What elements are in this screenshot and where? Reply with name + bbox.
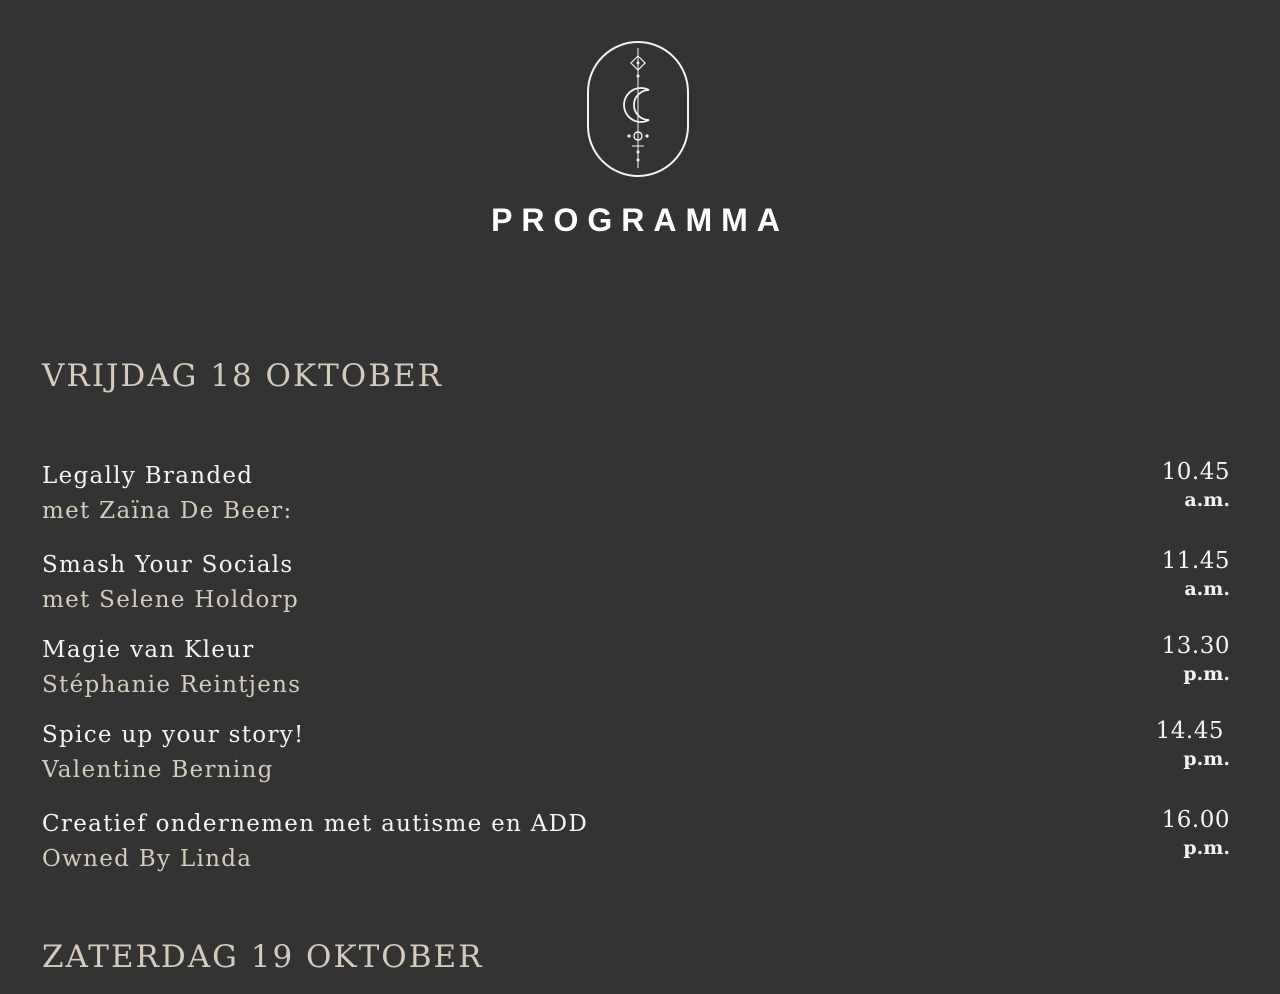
session-title: Creatief ondernemen met autisme en ADD bbox=[42, 811, 589, 837]
session-period: p.m. bbox=[1183, 837, 1230, 859]
session-item bbox=[42, 720, 1230, 794]
day-heading-saturday: ZATERDAG 19 OKTOBER bbox=[42, 939, 484, 975]
session-time: 16.00 bbox=[1161, 807, 1230, 833]
day-heading-friday: VRIJDAG 18 OKTOBER bbox=[42, 358, 443, 394]
session-title: Magie van Kleur bbox=[42, 637, 255, 663]
session-time: 10.45 bbox=[1161, 459, 1230, 485]
session-speaker: Valentine Berning bbox=[42, 757, 274, 783]
session-period: p.m. bbox=[1183, 748, 1230, 770]
page-title: PROGRAMMA bbox=[491, 202, 789, 238]
session-time: 14.45 bbox=[1155, 718, 1224, 744]
session-title: Smash Your Socials bbox=[42, 552, 294, 578]
session-speaker: Stéphanie Reintjens bbox=[42, 672, 302, 698]
session-title: Legally Branded bbox=[42, 463, 254, 489]
session-period: p.m. bbox=[1183, 663, 1230, 685]
session-item bbox=[42, 635, 1230, 709]
crescent-moon-emblem-icon bbox=[586, 40, 690, 178]
session-time: 11.45 bbox=[1161, 548, 1230, 574]
session-time: 13.30 bbox=[1161, 633, 1230, 659]
session-item bbox=[42, 461, 1230, 535]
session-item bbox=[42, 550, 1230, 624]
session-title: Spice up your story! bbox=[42, 722, 305, 748]
session-period: a.m. bbox=[1184, 489, 1230, 511]
session-speaker: met Zaïna De Beer: bbox=[42, 498, 293, 524]
session-item bbox=[42, 809, 1230, 883]
session-speaker: Owned By Linda bbox=[42, 846, 253, 872]
session-period: a.m. bbox=[1184, 578, 1230, 600]
session-speaker: met Selene Holdorp bbox=[42, 587, 299, 613]
